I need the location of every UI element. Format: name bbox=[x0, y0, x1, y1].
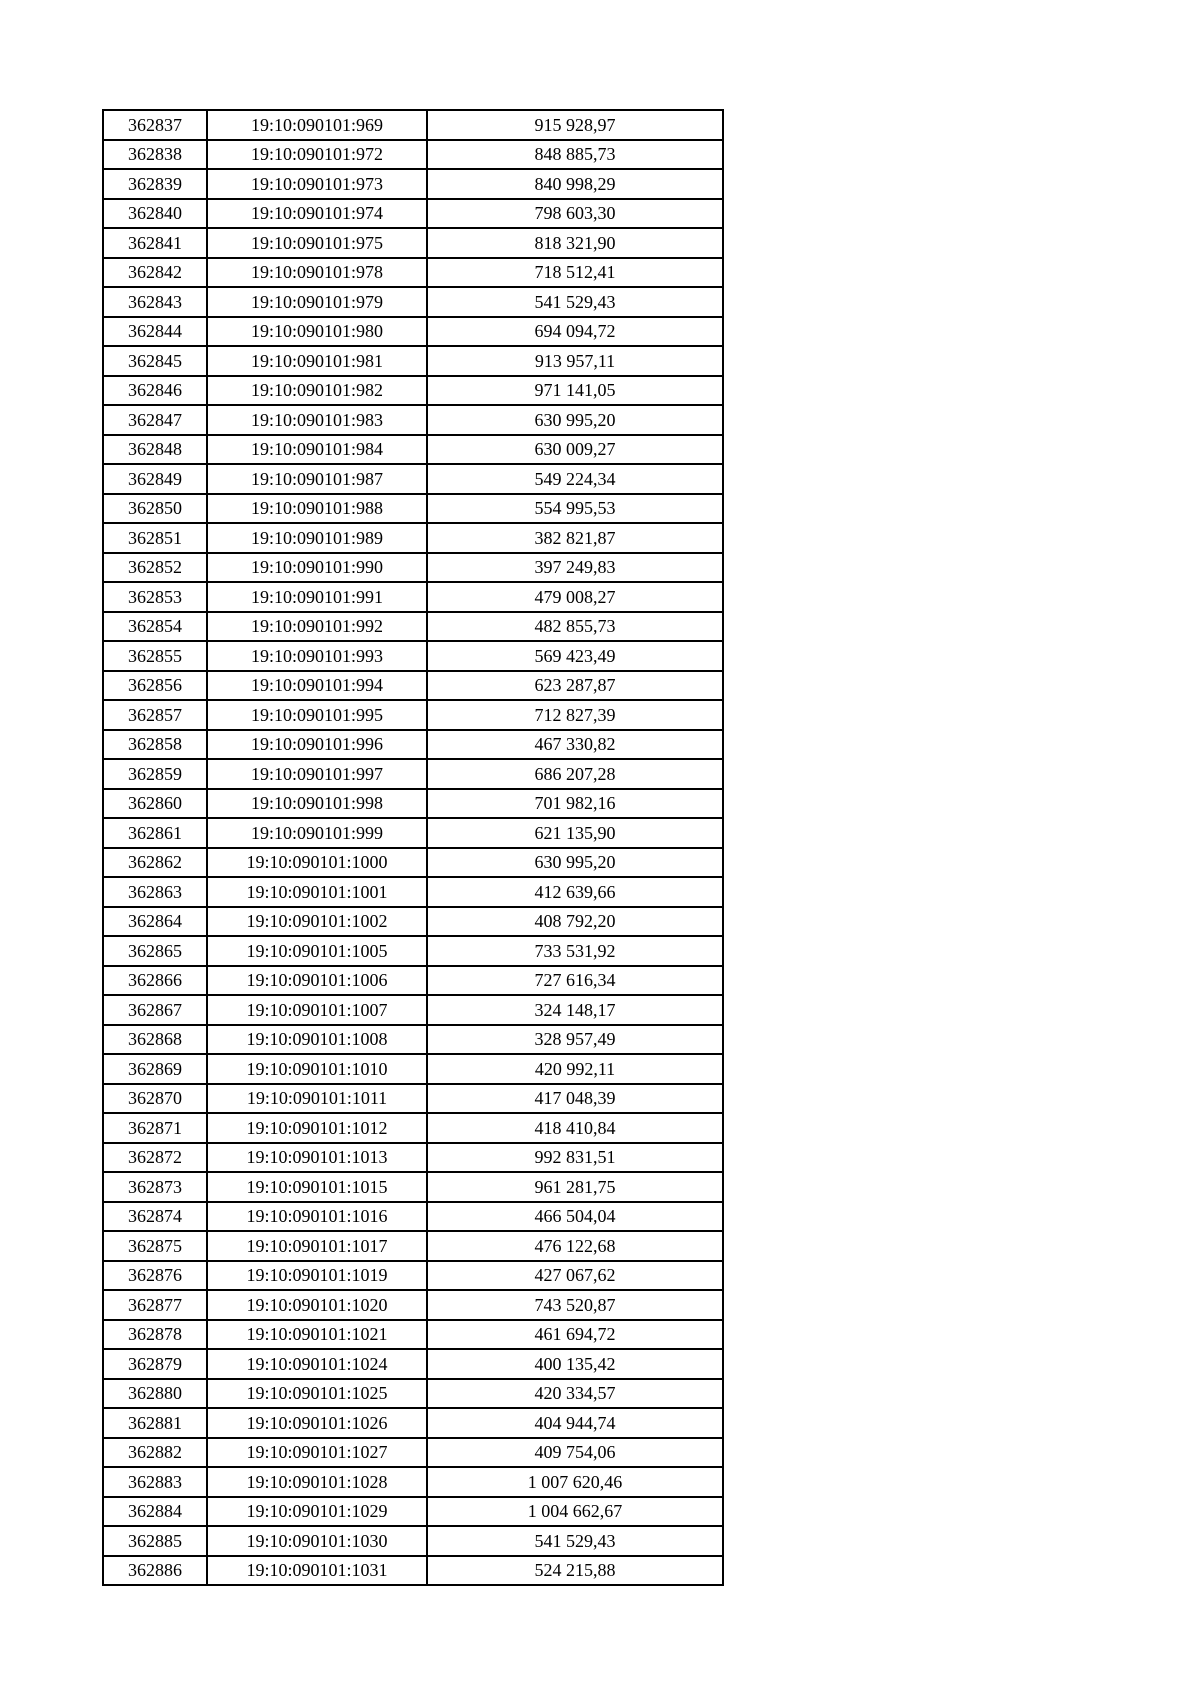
row-number-cell: 362858 bbox=[103, 730, 207, 760]
cadastral-number-cell: 19:10:090101:1012 bbox=[207, 1113, 427, 1143]
table-row bbox=[103, 641, 723, 671]
table-row bbox=[103, 405, 723, 435]
value-cell: 727 616,34 bbox=[427, 966, 723, 996]
row-number-cell: 362883 bbox=[103, 1467, 207, 1497]
row-number-cell: 362855 bbox=[103, 641, 207, 671]
cadastral-number-cell: 19:10:090101:1029 bbox=[207, 1497, 427, 1527]
value-cell: 467 330,82 bbox=[427, 730, 723, 760]
value-cell: 554 995,53 bbox=[427, 494, 723, 524]
table-row bbox=[103, 169, 723, 199]
value-cell: 466 504,04 bbox=[427, 1202, 723, 1232]
cadastral-number-cell: 19:10:090101:1000 bbox=[207, 848, 427, 878]
table-row bbox=[103, 1556, 723, 1586]
row-number-cell: 362879 bbox=[103, 1349, 207, 1379]
value-cell: 397 249,83 bbox=[427, 553, 723, 583]
value-cell: 479 008,27 bbox=[427, 582, 723, 612]
table-row bbox=[103, 1379, 723, 1409]
cadastral-number-cell: 19:10:090101:982 bbox=[207, 376, 427, 406]
table-row bbox=[103, 612, 723, 642]
row-number-cell: 362854 bbox=[103, 612, 207, 642]
cadastral-number-cell: 19:10:090101:1015 bbox=[207, 1172, 427, 1202]
row-number-cell: 362844 bbox=[103, 317, 207, 347]
cadastral-number-cell: 19:10:090101:1005 bbox=[207, 936, 427, 966]
cadastral-number-cell: 19:10:090101:1001 bbox=[207, 877, 427, 907]
row-number-cell: 362878 bbox=[103, 1320, 207, 1350]
row-number-cell: 362876 bbox=[103, 1261, 207, 1291]
row-number-cell: 362874 bbox=[103, 1202, 207, 1232]
row-number-cell: 362838 bbox=[103, 140, 207, 170]
row-number-cell: 362849 bbox=[103, 464, 207, 494]
cadastral-number-cell: 19:10:090101:1002 bbox=[207, 907, 427, 937]
value-cell: 798 603,30 bbox=[427, 199, 723, 229]
value-cell: 482 855,73 bbox=[427, 612, 723, 642]
table-row bbox=[103, 435, 723, 465]
row-number-cell: 362837 bbox=[103, 110, 207, 140]
table-row bbox=[103, 759, 723, 789]
cadastral-number-cell: 19:10:090101:990 bbox=[207, 553, 427, 583]
cadastral-number-cell: 19:10:090101:1027 bbox=[207, 1438, 427, 1468]
cadastral-number-cell: 19:10:090101:1011 bbox=[207, 1084, 427, 1114]
row-number-cell: 362847 bbox=[103, 405, 207, 435]
row-number-cell: 362846 bbox=[103, 376, 207, 406]
table-row bbox=[103, 1143, 723, 1173]
table-row bbox=[103, 1202, 723, 1232]
row-number-cell: 362880 bbox=[103, 1379, 207, 1409]
table-row bbox=[103, 1349, 723, 1379]
row-number-cell: 362870 bbox=[103, 1084, 207, 1114]
value-cell: 961 281,75 bbox=[427, 1172, 723, 1202]
table-row bbox=[103, 966, 723, 996]
value-cell: 549 224,34 bbox=[427, 464, 723, 494]
value-cell: 621 135,90 bbox=[427, 818, 723, 848]
table-row bbox=[103, 848, 723, 878]
value-cell: 818 321,90 bbox=[427, 228, 723, 258]
row-number-cell: 362869 bbox=[103, 1054, 207, 1084]
cadastral-number-cell: 19:10:090101:991 bbox=[207, 582, 427, 612]
table-row bbox=[103, 1526, 723, 1556]
table-row bbox=[103, 199, 723, 229]
table-row bbox=[103, 1290, 723, 1320]
value-cell: 840 998,29 bbox=[427, 169, 723, 199]
value-cell: 1 007 620,46 bbox=[427, 1467, 723, 1497]
row-number-cell: 362851 bbox=[103, 523, 207, 553]
row-number-cell: 362850 bbox=[103, 494, 207, 524]
row-number-cell: 362843 bbox=[103, 287, 207, 317]
table-row bbox=[103, 140, 723, 170]
value-cell: 701 982,16 bbox=[427, 789, 723, 819]
cadastral-number-cell: 19:10:090101:994 bbox=[207, 671, 427, 701]
cadastral-number-cell: 19:10:090101:993 bbox=[207, 641, 427, 671]
table-row bbox=[103, 877, 723, 907]
cadastral-number-cell: 19:10:090101:969 bbox=[207, 110, 427, 140]
value-cell: 417 048,39 bbox=[427, 1084, 723, 1114]
table-row bbox=[103, 1054, 723, 1084]
value-cell: 971 141,05 bbox=[427, 376, 723, 406]
value-cell: 400 135,42 bbox=[427, 1349, 723, 1379]
cadastral-number-cell: 19:10:090101:1024 bbox=[207, 1349, 427, 1379]
value-cell: 743 520,87 bbox=[427, 1290, 723, 1320]
table-row bbox=[103, 317, 723, 347]
table-row bbox=[103, 1025, 723, 1055]
row-number-cell: 362866 bbox=[103, 966, 207, 996]
table-row bbox=[103, 258, 723, 288]
value-cell: 686 207,28 bbox=[427, 759, 723, 789]
row-number-cell: 362840 bbox=[103, 199, 207, 229]
row-number-cell: 362867 bbox=[103, 995, 207, 1025]
table-row bbox=[103, 1497, 723, 1527]
value-cell: 712 827,39 bbox=[427, 700, 723, 730]
cadastral-number-cell: 19:10:090101:1028 bbox=[207, 1467, 427, 1497]
value-cell: 733 531,92 bbox=[427, 936, 723, 966]
row-number-cell: 362865 bbox=[103, 936, 207, 966]
value-cell: 694 094,72 bbox=[427, 317, 723, 347]
cadastral-number-cell: 19:10:090101:1030 bbox=[207, 1526, 427, 1556]
row-number-cell: 362877 bbox=[103, 1290, 207, 1320]
cadastral-number-cell: 19:10:090101:1016 bbox=[207, 1202, 427, 1232]
row-number-cell: 362857 bbox=[103, 700, 207, 730]
cadastral-number-cell: 19:10:090101:972 bbox=[207, 140, 427, 170]
row-number-cell: 362873 bbox=[103, 1172, 207, 1202]
row-number-cell: 362885 bbox=[103, 1526, 207, 1556]
value-cell: 541 529,43 bbox=[427, 1526, 723, 1556]
row-number-cell: 362872 bbox=[103, 1143, 207, 1173]
cadastral-number-cell: 19:10:090101:973 bbox=[207, 169, 427, 199]
table-row bbox=[103, 995, 723, 1025]
row-number-cell: 362859 bbox=[103, 759, 207, 789]
table-row bbox=[103, 228, 723, 258]
table-row bbox=[103, 110, 723, 140]
row-number-cell: 362842 bbox=[103, 258, 207, 288]
row-number-cell: 362884 bbox=[103, 1497, 207, 1527]
row-number-cell: 362871 bbox=[103, 1113, 207, 1143]
value-cell: 630 009,27 bbox=[427, 435, 723, 465]
value-cell: 915 928,97 bbox=[427, 110, 723, 140]
cadastral-number-cell: 19:10:090101:998 bbox=[207, 789, 427, 819]
table-row bbox=[103, 376, 723, 406]
cadastral-number-cell: 19:10:090101:987 bbox=[207, 464, 427, 494]
value-cell: 427 067,62 bbox=[427, 1261, 723, 1291]
row-number-cell: 362860 bbox=[103, 789, 207, 819]
cadastral-number-cell: 19:10:090101:997 bbox=[207, 759, 427, 789]
table-row bbox=[103, 582, 723, 612]
value-cell: 382 821,87 bbox=[427, 523, 723, 553]
value-cell: 569 423,49 bbox=[427, 641, 723, 671]
cadastral-number-cell: 19:10:090101:974 bbox=[207, 199, 427, 229]
cadastral-number-cell: 19:10:090101:975 bbox=[207, 228, 427, 258]
value-cell: 418 410,84 bbox=[427, 1113, 723, 1143]
row-number-cell: 362852 bbox=[103, 553, 207, 583]
row-number-cell: 362848 bbox=[103, 435, 207, 465]
cadastral-number-cell: 19:10:090101:988 bbox=[207, 494, 427, 524]
cadastral-number-cell: 19:10:090101:1020 bbox=[207, 1290, 427, 1320]
row-number-cell: 362864 bbox=[103, 907, 207, 937]
cadastral-number-cell: 19:10:090101:995 bbox=[207, 700, 427, 730]
value-cell: 476 122,68 bbox=[427, 1231, 723, 1261]
table-row bbox=[103, 1438, 723, 1468]
cadastral-number-cell: 19:10:090101:1025 bbox=[207, 1379, 427, 1409]
value-cell: 541 529,43 bbox=[427, 287, 723, 317]
row-number-cell: 362863 bbox=[103, 877, 207, 907]
table-row bbox=[103, 936, 723, 966]
value-cell: 623 287,87 bbox=[427, 671, 723, 701]
table-body bbox=[103, 110, 723, 1585]
table-row bbox=[103, 1467, 723, 1497]
cadastral-number-cell: 19:10:090101:1008 bbox=[207, 1025, 427, 1055]
cadastral-number-cell: 19:10:090101:1007 bbox=[207, 995, 427, 1025]
row-number-cell: 362882 bbox=[103, 1438, 207, 1468]
value-cell: 461 694,72 bbox=[427, 1320, 723, 1350]
cadastral-number-cell: 19:10:090101:1013 bbox=[207, 1143, 427, 1173]
row-number-cell: 362875 bbox=[103, 1231, 207, 1261]
cadastral-number-cell: 19:10:090101:1021 bbox=[207, 1320, 427, 1350]
table-row bbox=[103, 1261, 723, 1291]
table-row bbox=[103, 494, 723, 524]
data-table bbox=[102, 109, 724, 1586]
table-row bbox=[103, 671, 723, 701]
cadastral-number-cell: 19:10:090101:981 bbox=[207, 346, 427, 376]
value-cell: 913 957,11 bbox=[427, 346, 723, 376]
value-cell: 409 754,06 bbox=[427, 1438, 723, 1468]
cadastral-number-cell: 19:10:090101:983 bbox=[207, 405, 427, 435]
table-row bbox=[103, 553, 723, 583]
table-row bbox=[103, 346, 723, 376]
table-row bbox=[103, 523, 723, 553]
table-row bbox=[103, 1231, 723, 1261]
table-row bbox=[103, 1320, 723, 1350]
value-cell: 324 148,17 bbox=[427, 995, 723, 1025]
cadastral-number-cell: 19:10:090101:999 bbox=[207, 818, 427, 848]
value-cell: 412 639,66 bbox=[427, 877, 723, 907]
table-row bbox=[103, 907, 723, 937]
cadastral-number-cell: 19:10:090101:1019 bbox=[207, 1261, 427, 1291]
table-row bbox=[103, 1084, 723, 1114]
row-number-cell: 362839 bbox=[103, 169, 207, 199]
value-cell: 408 792,20 bbox=[427, 907, 723, 937]
table-row bbox=[103, 287, 723, 317]
cadastral-number-cell: 19:10:090101:1017 bbox=[207, 1231, 427, 1261]
row-number-cell: 362886 bbox=[103, 1556, 207, 1586]
row-number-cell: 362856 bbox=[103, 671, 207, 701]
value-cell: 630 995,20 bbox=[427, 848, 723, 878]
cadastral-number-cell: 19:10:090101:979 bbox=[207, 287, 427, 317]
cadastral-number-cell: 19:10:090101:1026 bbox=[207, 1408, 427, 1438]
table-row bbox=[103, 1113, 723, 1143]
value-cell: 328 957,49 bbox=[427, 1025, 723, 1055]
table-row bbox=[103, 1408, 723, 1438]
value-cell: 524 215,88 bbox=[427, 1556, 723, 1586]
value-cell: 1 004 662,67 bbox=[427, 1497, 723, 1527]
row-number-cell: 362881 bbox=[103, 1408, 207, 1438]
cadastral-number-cell: 19:10:090101:984 bbox=[207, 435, 427, 465]
cadastral-number-cell: 19:10:090101:992 bbox=[207, 612, 427, 642]
cadastral-number-cell: 19:10:090101:980 bbox=[207, 317, 427, 347]
value-cell: 404 944,74 bbox=[427, 1408, 723, 1438]
value-cell: 848 885,73 bbox=[427, 140, 723, 170]
cadastral-number-cell: 19:10:090101:996 bbox=[207, 730, 427, 760]
table-row bbox=[103, 730, 723, 760]
cadastral-number-cell: 19:10:090101:1010 bbox=[207, 1054, 427, 1084]
row-number-cell: 362861 bbox=[103, 818, 207, 848]
value-cell: 630 995,20 bbox=[427, 405, 723, 435]
cadastral-number-cell: 19:10:090101:1031 bbox=[207, 1556, 427, 1586]
row-number-cell: 362845 bbox=[103, 346, 207, 376]
cadastral-number-cell: 19:10:090101:989 bbox=[207, 523, 427, 553]
value-cell: 420 992,11 bbox=[427, 1054, 723, 1084]
value-cell: 420 334,57 bbox=[427, 1379, 723, 1409]
table-row bbox=[103, 789, 723, 819]
table-row bbox=[103, 818, 723, 848]
value-cell: 992 831,51 bbox=[427, 1143, 723, 1173]
row-number-cell: 362862 bbox=[103, 848, 207, 878]
value-cell: 718 512,41 bbox=[427, 258, 723, 288]
table-row bbox=[103, 1172, 723, 1202]
table-row bbox=[103, 700, 723, 730]
cadastral-number-cell: 19:10:090101:978 bbox=[207, 258, 427, 288]
cadastral-number-cell: 19:10:090101:1006 bbox=[207, 966, 427, 996]
row-number-cell: 362853 bbox=[103, 582, 207, 612]
table-row bbox=[103, 464, 723, 494]
row-number-cell: 362868 bbox=[103, 1025, 207, 1055]
row-number-cell: 362841 bbox=[103, 228, 207, 258]
